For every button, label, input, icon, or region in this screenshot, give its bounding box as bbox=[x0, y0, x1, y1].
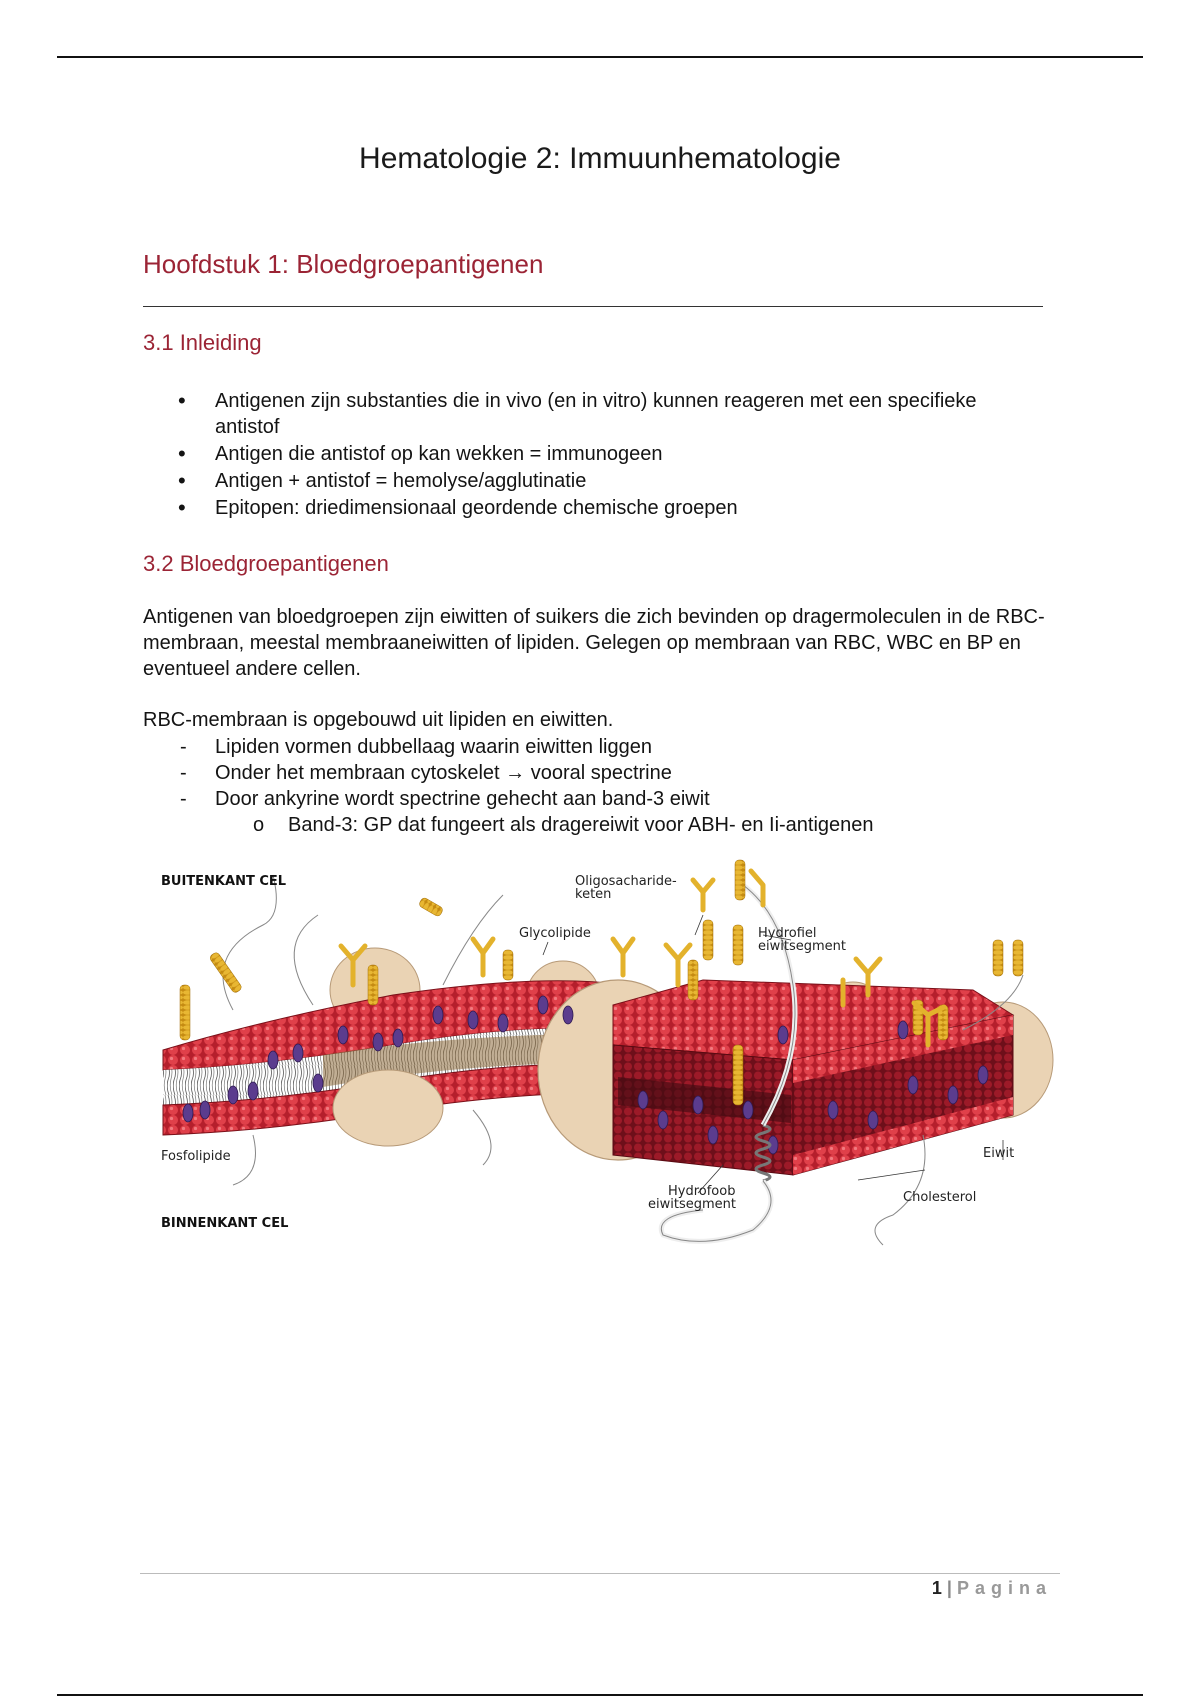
page-footer bbox=[932, 1578, 1052, 1599]
label-oligosaccharide: Oligosacharide- bbox=[575, 874, 677, 889]
protein-blob bbox=[333, 1070, 443, 1146]
label-oligosaccharide-2: keten bbox=[575, 887, 612, 902]
chapter-underline bbox=[143, 306, 1043, 307]
bullet-item: • Antigenen zijn substanties die in vivo (en in vitro) kunnen reageren met een specifieke antistof bbox=[178, 388, 1018, 440]
label-hydrophilic-2: eiwitsegment bbox=[758, 939, 846, 954]
document-title: Hematologie 2: Immuunhematologie bbox=[359, 142, 841, 175]
cell-membrane-illustration bbox=[143, 855, 1063, 1250]
inleiding-bullet-list bbox=[178, 388, 1018, 522]
label-hydrophobic-2: eiwitsegment bbox=[648, 1197, 736, 1212]
page-word: Pagina bbox=[956, 1578, 1052, 1598]
label-glycolipid: Glycolipide bbox=[519, 926, 591, 941]
dash-item: - Door ankyrine wordt spectrine gehecht aan band-3 eiwit bbox=[180, 788, 710, 810]
footer-divider bbox=[140, 1573, 1060, 1574]
top-rule bbox=[57, 56, 1143, 58]
dash-item: - Onder het membraan cytoskelet → vooral spectrine bbox=[180, 762, 672, 784]
bloedgroep-paragraph: Antigenen van bloedgroepen zijn eiwitten of suikers die zich bevinden op dragermoleculen in de RBC-membraan, meestal membraaneiwitten of lipiden. Gelegen op membraan van RBC, WBC en BP en eventueel andere cellen. bbox=[143, 606, 1045, 680]
label-inside-cell: BINNENKANT CEL bbox=[161, 1216, 289, 1231]
bullet-item: • Epitopen: driedimensionaal geordende chemische groepen bbox=[178, 495, 1018, 521]
sub-item: o Band-3: GP dat fungeert als dragereiwit voor ABH- en Ii-antigenen bbox=[253, 814, 874, 836]
page-separator: | bbox=[946, 1578, 952, 1598]
rbc-membrane-intro: RBC-membraan is opgebouwd uit lipiden en eiwitten. bbox=[143, 709, 614, 731]
label-hydrophilic: Hydrofiel bbox=[758, 926, 817, 941]
cell-membrane-figure bbox=[143, 855, 1063, 1250]
chapter-heading: Hoofdstuk 1: Bloedgroepantigenen bbox=[143, 249, 544, 279]
section-heading-inleiding: 3.1 Inleiding bbox=[143, 330, 262, 355]
bottom-rule bbox=[57, 1694, 1143, 1696]
label-hydrophobic: Hydrofoob bbox=[668, 1184, 736, 1199]
label-cholesterol: Cholesterol bbox=[903, 1190, 977, 1205]
bullet-item: • Antigen die antistof op kan wekken = immunogeen bbox=[178, 441, 1018, 467]
page-number: 1 bbox=[931, 1578, 942, 1598]
label-phospholipid: Fosfolipide bbox=[161, 1149, 231, 1164]
label-outside-cell: BUITENKANT CEL bbox=[161, 874, 287, 889]
section-heading-bloedgroepantigenen: 3.2 Bloedgroepantigenen bbox=[143, 551, 389, 576]
rbc-membrane-list bbox=[178, 734, 1038, 838]
label-protein: Eiwit bbox=[983, 1146, 1015, 1161]
bullet-item: • Antigen + antistof = hemolyse/agglutinatie bbox=[178, 468, 1018, 494]
dash-item: - Lipiden vormen dubbellaag waarin eiwitten liggen bbox=[180, 736, 652, 758]
